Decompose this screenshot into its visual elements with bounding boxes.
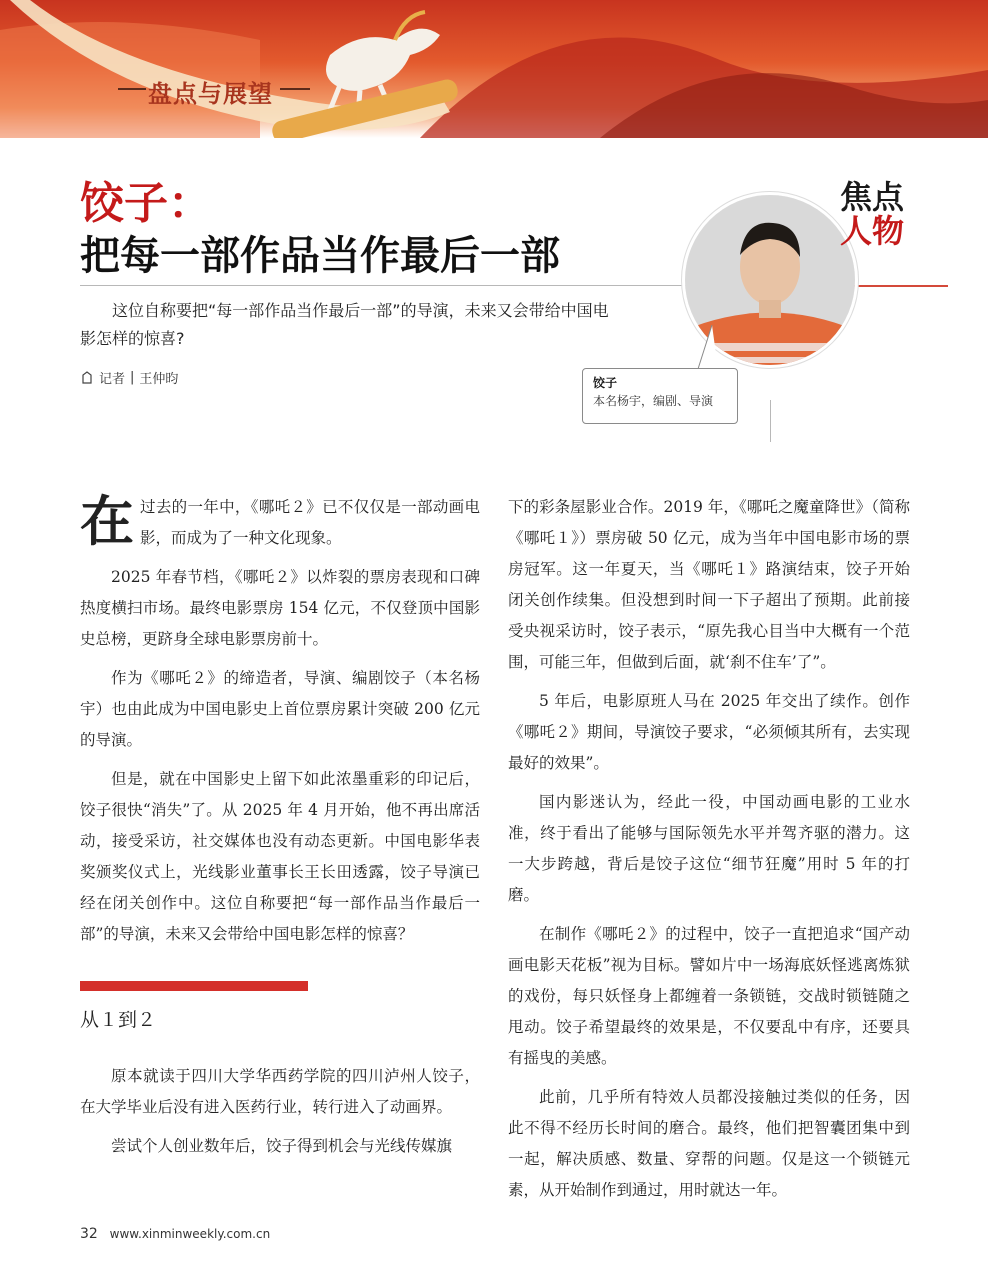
byline-separator: |: [130, 370, 135, 385]
title-line-2: 把每一部作品当作最后一部: [80, 233, 560, 279]
focus-badge: [840, 180, 904, 248]
article-column-right: [508, 492, 910, 1214]
paragraph: 在制作《哪吒２》的过程中，饺子一直把追求“国产动画电影天花板”视为目标。譬如片中一场海底妖怪逃离炼狱的戏份，每只妖怪身上都缠着一条锁链，交战时锁链随之甩动。饺子希望最终的效果是，不仅要乱中有序，还要具有摇曳的美感。: [508, 925, 910, 1067]
profile-divider: [770, 400, 771, 442]
article-column-left: [80, 489, 480, 958]
banner-illustration: [0, 0, 988, 138]
profile-callout: [582, 368, 738, 424]
paragraph: 下的彩条屋影业合作。2019 年，《哪吒之魔童降世》（简称《哪吒１》）票房破 50 亿元，成为当年中国电影市场的票房冠军。这一年夏天，当《哪吒１》路演结束，饺子开始闭关创作续集。但没想到时间一下子超出了预期。此前接受央视采访时，饺子表示，“原先我心目当中大概有一个范围，可能三年，但做到后面，就‘刹不住车’了”。: [508, 498, 910, 671]
subheading: 从１到２: [80, 1009, 157, 1031]
profile-description: 本名杨宇，编剧、导演: [593, 394, 714, 408]
byline-name: 王仲昀: [139, 372, 179, 387]
paragraph: 原本就读于四川大学华西药学院的四川泸州人饺子，在大学毕业后没有进入医药行业，转行进入了动画界。: [80, 1067, 480, 1116]
paragraph: 尝试个人创业数年后，饺子得到机会与光线传媒旗: [111, 1137, 453, 1155]
paragraph-text: 过去的一年中，《哪吒２》已不仅仅是一部动画电影，而成为了一种文化现象。: [140, 498, 480, 547]
section-tag-line-left: [118, 88, 146, 90]
pen-icon: [80, 371, 94, 385]
section-tag: 盘点与展望: [148, 79, 273, 108]
paragraph: 国内影迷认为，经此一役，中国动画电影的工业水准，终于看出了能够与国际领先水平并驾齐驱的潜力。这一大步跨越，背后是饺子这位“细节狂魔”用时 5 年的打磨。: [508, 793, 910, 904]
focus-line-2: 人物: [840, 212, 905, 250]
paragraph: [80, 489, 480, 554]
paragraph: 但是，就在中国影史上留下如此浓墨重彩的印记后，饺子很快“消失”了。从 2025 年 4 月开始，他不再出席活动，接受采访，社交媒体也没有动态更新。中国电影华表奖颁奖仪式上，光线影业董事长王长田透露，饺子导演已经在闭关创作中。这位自称要把“每一部作品当作最后一部”的导演，未来又会带给中国电影怎样的惊喜？: [80, 770, 480, 943]
byline-role: 记者: [99, 372, 126, 387]
byline: [80, 368, 178, 387]
drop-cap: 在: [80, 489, 134, 553]
header-banner: [0, 0, 988, 138]
callout-pointer: [690, 325, 720, 371]
focus-line-1: 焦点: [840, 178, 905, 216]
intro-lede: 这位自称要把“每一部作品当作最后一部”的导演，未来又会带给中国电影怎样的惊喜?: [80, 301, 609, 348]
site-url: www.xinminweekly.com.cn: [109, 1227, 271, 1241]
subheading-bar: [80, 981, 308, 991]
paragraph: 2025 年春节档，《哪吒２》以炸裂的票房表现和口碑热度横扫市场。最终电影票房 154 亿元，不仅登顶中国影史总榜，更跻身全球电影票房前十。: [80, 568, 480, 648]
article-column-left-2: [80, 1061, 480, 1170]
profile-name: 饺子: [593, 376, 618, 390]
paragraph: 5 年后，电影原班人马在 2025 年交出了续作。创作《哪吒２》期间，导演饺子要求，“必须倾其所有，去实现最好的效果”。: [508, 692, 910, 772]
paragraph: 此前，几乎所有特效人员都没接触过类似的任务，因此不得不经历长时间的磨合。最终，他们把智囊团集中到一起，解决质感、数量、穿帮的问题。仅是这一个锁链元素，从开始制作到通过，用时就达一年。: [508, 1088, 910, 1199]
page-number: 32: [80, 1226, 98, 1242]
paragraph: 作为《哪吒２》的缔造者，导演、编剧饺子（本名杨宇）也由此成为中国电影史上首位票房累计突破 200 亿元的导演。: [80, 669, 480, 749]
title-line-1: 饺子：: [80, 178, 212, 229]
page-footer: [80, 1226, 270, 1242]
section-tag-line-right: [280, 88, 310, 90]
